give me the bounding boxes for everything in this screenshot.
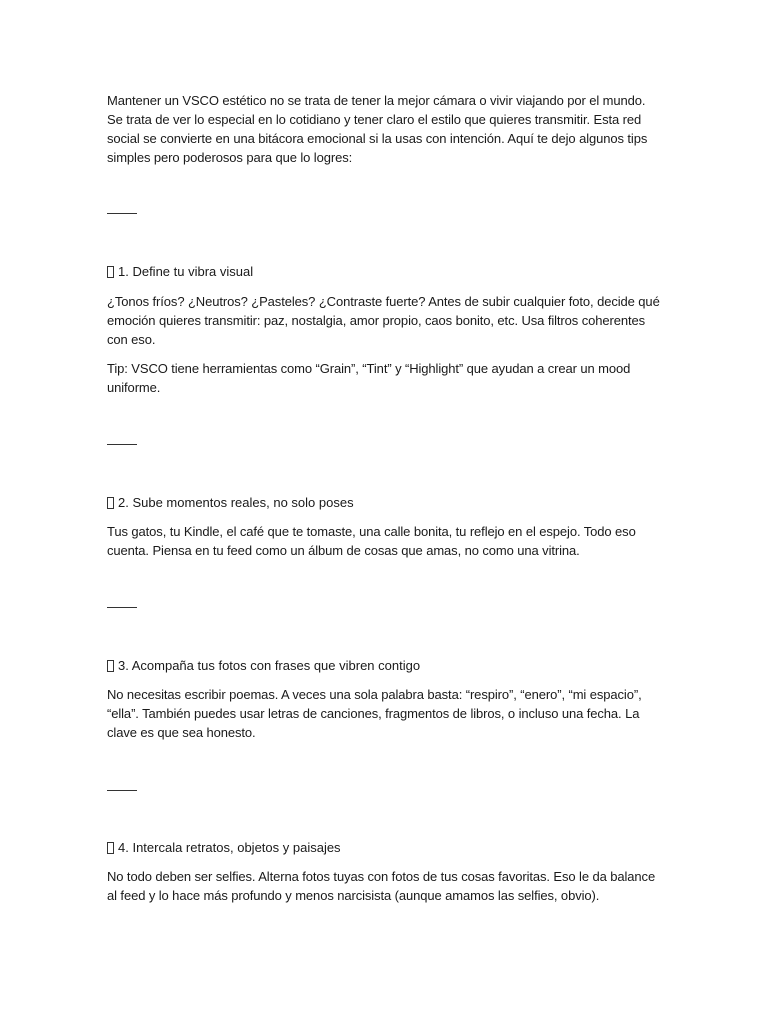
section-3-title: 3. Acompaña tus fotos con frases que vibren contigo <box>118 658 421 673</box>
section-2-paragraph: Tus gatos, tu Kindle, el café que te tomaste, una calle bonita, tu reflejo en el espejo. Todo eso cuenta. Piensa en tu feed como un álbum de cosas que amas, no como una vitrina. <box>107 524 636 558</box>
section-1-heading <box>107 262 663 281</box>
missing-glyph-icon <box>107 497 114 509</box>
missing-glyph-icon <box>107 660 114 672</box>
section-divider <box>107 790 137 791</box>
section-1-title: 1. Define tu vibra visual <box>118 264 254 279</box>
missing-glyph-icon <box>107 266 114 278</box>
section-2-heading <box>107 493 663 512</box>
section-4-paragraph: No todo deben ser selfies. Alterna fotos tuyas con fotos de tus cosas favoritas. Eso le da balance al feed y lo hace más profundo y menos narcisista (aunque amamos las selfies, obvio). <box>107 869 656 903</box>
section-divider <box>107 444 137 445</box>
section-4-heading <box>107 838 663 857</box>
section-3-paragraph: No necesitas escribir poemas. A veces una sola palabra basta: “respiro”, “enero”, “mi espacio”, “ella”. También puedes usar letras de canciones, fragmentos de libros, o incluso una fecha. La clave es que sea honesto. <box>107 687 642 740</box>
section-1-paragraph: ¿Tonos fríos? ¿Neutros? ¿Pasteles? ¿Contraste fuerte? Antes de subir cualquier foto, decide qué emoción quieres transmitir: paz, nostalgia, amor propio, caos bonito, etc. Usa filtros coherentes con eso. <box>107 294 660 347</box>
section-4-title: 4. Intercala retratos, objetos y paisajes <box>118 840 341 855</box>
section-2-title: 2. Sube momentos reales, no solo poses <box>118 495 354 510</box>
intro-paragraph: Mantener un VSCO estético no se trata de tener la mejor cámara o vivir viajando por el mundo. Se trata de ver lo especial en lo cotidiano y tener claro el estilo que quieres transmitir. Esta red social se convierte en una bitácora emocional si la usas con intención. Aquí te dejo algunos tips simples pero poderosos para que lo logres: <box>107 93 648 165</box>
section-divider <box>107 213 137 214</box>
missing-glyph-icon <box>107 842 114 854</box>
section-divider <box>107 607 137 608</box>
section-3-heading <box>107 656 663 675</box>
section-1-tip: Tip: VSCO tiene herramientas como “Grain”, “Tint” y “Highlight” que ayudan a crear un mood uniforme. <box>107 361 631 395</box>
